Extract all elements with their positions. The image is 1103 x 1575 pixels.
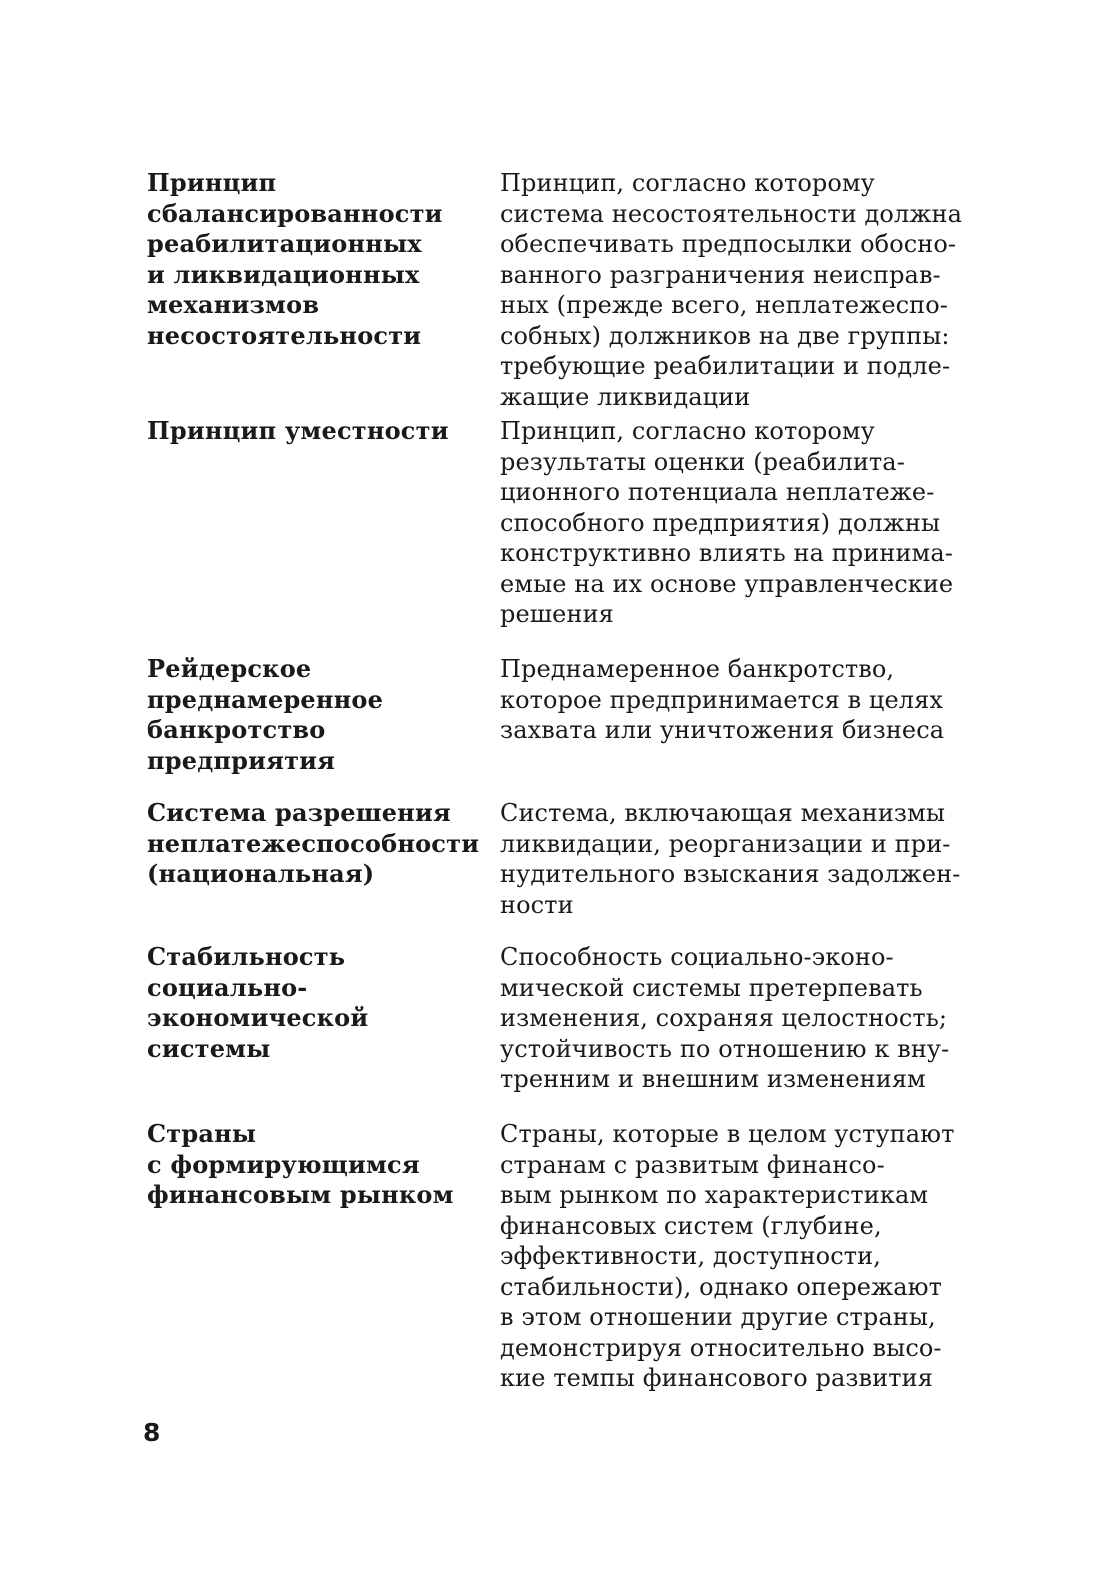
- definition-line: результаты оценки (реабилита-: [500, 447, 905, 476]
- term-line: несостоятельности: [147, 320, 422, 350]
- glossary-term: [147, 654, 487, 776]
- definition-line: изменения, сохраняя целостность;: [500, 1004, 948, 1032]
- definition-line: ных (прежде всего, неплатежеспо-: [500, 291, 949, 319]
- term-line: социально-: [147, 972, 308, 1002]
- term-line: неплатежеспособности: [147, 828, 480, 858]
- definition-line: вым рынком по характеристикам: [500, 1181, 929, 1209]
- definition-line: ликвидации, реорганизации и при-: [500, 829, 951, 858]
- definition-line: ности: [500, 890, 574, 919]
- definition-line: устойчивость по отношению к вну-: [500, 1034, 950, 1063]
- glossary-definition: [500, 168, 963, 412]
- definition-line: емые на их основе управленческие: [500, 569, 954, 598]
- glossary-definition: [500, 416, 960, 630]
- term-line: финансовым рынком: [147, 1180, 454, 1209]
- definition-line: решения: [500, 600, 614, 628]
- definition-line: Страны, которые в целом уступают: [500, 1120, 955, 1148]
- definition-line: нудительного взыскания задолжен-: [500, 860, 961, 888]
- definition-line: способного предприятия) должны: [500, 508, 941, 537]
- page-number: 8: [143, 1418, 161, 1447]
- term-line: Принцип уместности: [147, 416, 449, 445]
- glossary-term: [147, 798, 487, 890]
- definition-line: тренним и внешним изменениям: [500, 1065, 926, 1093]
- glossary-term: [147, 1119, 487, 1211]
- term-line: и ликвидационных: [147, 259, 420, 289]
- definition-line: ционного потенциала неплатеже-: [500, 478, 935, 506]
- definition-line: Принцип, согласно которому: [500, 169, 875, 197]
- definition-line: требующие реабилитации и подле-: [500, 352, 951, 380]
- glossary-definition: [500, 1119, 960, 1394]
- definition-line: мической системы претерпевать: [500, 973, 923, 1002]
- term-line: экономической: [147, 1003, 369, 1032]
- definition-line: Система, включающая механизмы: [500, 799, 946, 827]
- glossary-term: [147, 416, 487, 447]
- term-line: предприятия: [147, 745, 336, 775]
- definition-line: Принцип, согласно которому: [500, 417, 875, 445]
- glossary-term: [147, 168, 487, 351]
- definition-line: Преднамеренное банкротство,: [500, 655, 895, 683]
- glossary-definition: [500, 798, 960, 920]
- term-line: банкротство: [147, 715, 326, 744]
- term-line: механизмов: [147, 290, 320, 319]
- definition-line: странам с развитым финансо-: [500, 1150, 885, 1179]
- definition-line: кие темпы финансового развития: [500, 1364, 933, 1392]
- definition-line: собных) должников на две группы:: [500, 321, 950, 350]
- glossary-definition: [500, 654, 960, 746]
- definition-line: Способность социально-эконо-: [500, 943, 894, 971]
- term-line: (национальная): [147, 859, 375, 888]
- definition-line: стабильности), однако опережают: [500, 1272, 943, 1301]
- term-line: с формирующимся: [147, 1149, 420, 1179]
- definition-line: жащие ликвидации: [500, 382, 751, 411]
- definition-line: в этом отношении другие страны,: [500, 1303, 936, 1331]
- definition-line: система несостоятельности должна: [500, 199, 963, 228]
- term-line: Принцип: [147, 168, 277, 197]
- term-line: системы: [147, 1033, 271, 1063]
- term-line: Страны: [147, 1119, 257, 1148]
- definition-line: обеспечивать предпосылки обосно-: [500, 230, 957, 258]
- definition-line: которое предпринимается в целях: [500, 685, 943, 714]
- term-line: Система разрешения: [147, 798, 451, 827]
- definition-line: эффективности, доступности,: [500, 1242, 881, 1270]
- definition-line: ванного разграничения неисправ-: [500, 260, 941, 289]
- term-line: сбалансированности: [147, 198, 443, 228]
- glossary-term: [147, 942, 487, 1064]
- definition-line: демонстрируя относительно высо-: [500, 1333, 942, 1362]
- term-line: реабилитационных: [147, 229, 422, 258]
- definition-line: конструктивно влиять на принима-: [500, 539, 953, 567]
- term-line: Рейдерское: [147, 654, 312, 683]
- definition-line: финансовых систем (глубине,: [500, 1211, 882, 1240]
- definition-line: захвата или уничтожения бизнеса: [500, 716, 945, 744]
- term-line: преднамеренное: [147, 684, 384, 714]
- term-line: Стабильность: [147, 942, 346, 971]
- glossary-definition: [500, 942, 960, 1095]
